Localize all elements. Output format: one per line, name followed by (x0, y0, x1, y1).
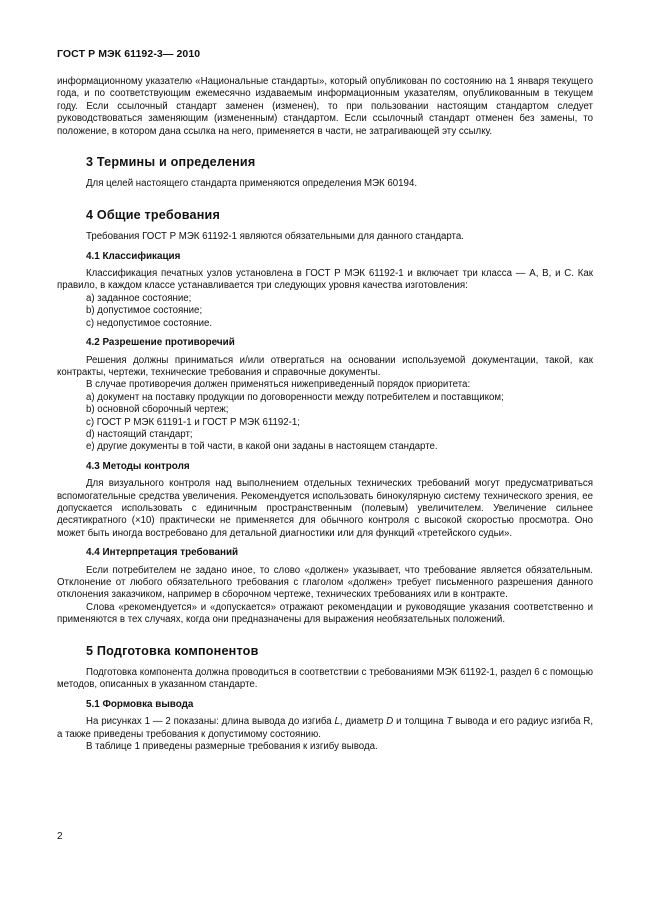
intro-paragraph: информационному указателю «Национальные стандарты», который опубликован по состоянию на 1 января текущего года, и по соответствующим ежемесячно издаваемым информационным указателям, опубликованным в текущем году. Если ссылочный стандарт заменен (изменен), то при пользовании настоящим стандартом следует руководствоваться заменяющим (измененным) стандартом. Если ссылочный стандарт отменен без замены, то положение, в котором дана ссылка на него, применяется в части, не затрагивающей эту ссылку. (57, 76, 593, 137)
section-4-4-heading: 4.4 Интерпретация требований (86, 547, 239, 559)
section-5-1-text-2: В таблице 1 приведены размерные требования к изгибу вывода. (86, 741, 378, 753)
section-4-4-text-2: Слова «рекомендуется» и «допускается» отражают рекомендации и руководящие указания соответственно и применяются в тех случаях, когда они предназначены для выражения необязательных положений. (57, 601, 593, 626)
section-4-heading: 4 Общие требования (86, 207, 220, 222)
thickness-symbol: T (446, 716, 453, 728)
section-4-4-text-1: Если потребителем не задано иное, то слово «должен» указывает, что требование является обязательным. Отклонение от любого обязательного требования с глаголом «должен» требует письменного разрешения данного отклонения заказчиком, например в сборочном чертеже, технических требованиях или в контракте. (57, 564, 593, 601)
diameter-symbol: D (386, 716, 394, 728)
section-5-heading: 5 Подготовка компонентов (86, 643, 259, 658)
section-4-3-heading: 4.3 Методы контроля (86, 460, 190, 472)
section-3-heading: 3 Термины и определения (86, 155, 256, 170)
list-item: а) заданное состояние; (86, 292, 192, 304)
section-5-1-heading: 5.1 Формовка вывода (86, 698, 194, 710)
section-4-2-heading: 4.2 Разрешение противоречий (86, 337, 235, 349)
section-5-text: Подготовка компонента должна проводиться в соответствии с требованиями МЭК 61192-1, раздел 6 с помощью методов, описанных в указанном стандарте. (57, 667, 593, 691)
section-4-1-heading: 4.1 Классификация (86, 250, 181, 262)
list-item: d) настоящий стандарт; (86, 428, 193, 440)
section-4-3-text: Для визуального контроля над выполнением отдельных технических требований могут предусматриваться вспомогательные средства увеличения. Рекомендуется использовать бинокулярную систему технического зрения, ее допускается использовать с единичным пространственным (полевым) увеличителем. Увеличение сильнее десятикратного (×10) практически не применяется для обычного контроля с высокой скоростью просмотра. Оно может быть иногда востребовано для детальной диагностики или для функций «третейского судьи». (57, 478, 593, 539)
list-item: с) ГОСТ Р МЭК 61191-1 и ГОСТ Р МЭК 61192-1; (86, 416, 300, 428)
list-item: а) документ на поставку продукции по договоренности между потребителем и поставщиком; (86, 391, 504, 403)
page-number: 2 (57, 831, 63, 842)
section-4-1-text: Классификация печатных узлов установлена в ГОСТ Р МЭК 61192-1 и включает три класса — А, В, и С. Как правило, в каждом классе устанавливается три следующих уровня качества изготовления: (57, 268, 593, 292)
document-code-header: ГОСТ Р МЭК 61192-3— 2010 (57, 48, 201, 60)
section-4-text: Требования ГОСТ Р МЭК 61192-1 являются обязательными для данного стандарта. (86, 231, 464, 243)
list-item: b) допустимое состояние; (86, 305, 203, 317)
page-content (57, 76, 593, 753)
section-5-1-text-1: На рисунках 1 — 2 показаны: длина вывода до изгиба L, диаметр D и толщина T вывода и его радиус изгиба R, а также приведены требования к допустимому состоянию. (57, 716, 594, 740)
section-4-2-text-2: В случае противоречия должен применяться нижеприведенный порядок приоритета: (86, 379, 471, 391)
list-item: b) основной сборочный чертеж; (86, 404, 229, 416)
section-4-2-text-1: Решения должны приниматься и/или отвергаться на основании используемой документации, такой, как контракты, чертежи, технические требования и справочные документы. (57, 354, 593, 378)
length-symbol: L (334, 716, 340, 728)
section-3-text: Для целей настоящего стандарта применяются определения МЭК 60194. (86, 178, 418, 190)
list-item: с) недопустимое состояние. (86, 317, 213, 329)
list-item: е) другие документы в той части, в какой они заданы в настоящем стандарте. (86, 441, 438, 453)
